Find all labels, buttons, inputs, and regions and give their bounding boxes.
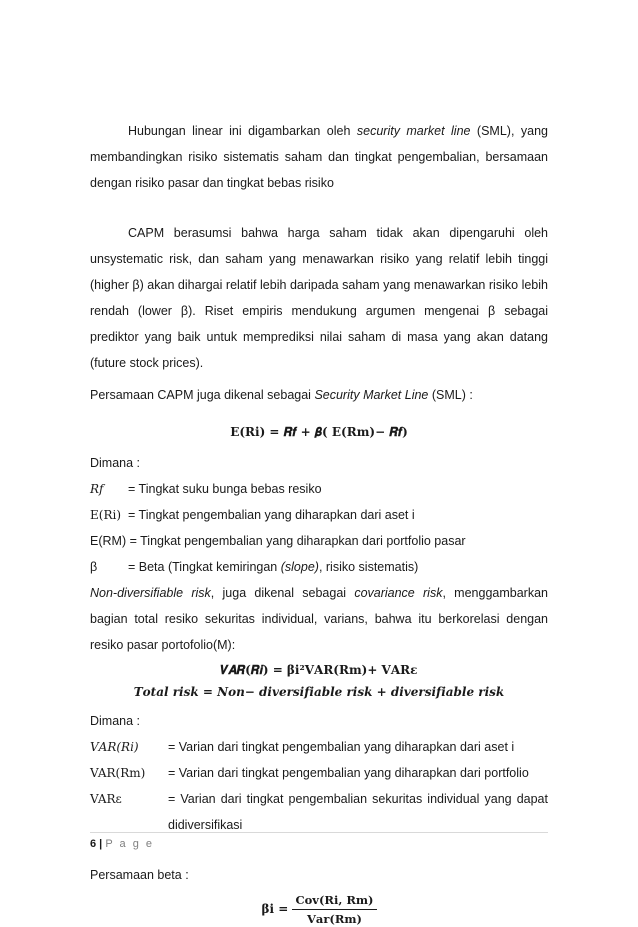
numerator: 𝐂𝐨𝐯(𝐑𝐢, 𝐑𝐦) xyxy=(292,892,376,910)
page-number: 6 xyxy=(90,838,97,850)
definition xyxy=(128,554,548,580)
text: , menggambarkan bagian total resiko sekuritas individual, varians, bahwa itu berkorelasi dengan resiko pasar portofolio(M): xyxy=(90,586,548,652)
definition-erm: E(RM) = Tingkat pengembalian yang diharapkan dari portfolio pasar xyxy=(90,534,466,548)
dimana-heading-1: Dimana : xyxy=(90,456,141,470)
paragraph-capm-sml xyxy=(90,382,548,408)
equation-total-risk: 𝑻𝒐𝒕𝒂𝒍 𝒓𝒊𝒔𝒌 = 𝑵𝒐𝒏− 𝒅𝒊𝒗𝒆𝒓𝒔𝒊𝒇𝒊𝒂𝒃𝒍𝒆 𝒓𝒊𝒔𝒌 + 𝒅𝒊𝒗𝒆𝒓𝒔𝒊𝒇𝒊𝒂𝒃𝒍𝒆 𝒓𝒊𝒔𝒌 xyxy=(133,685,505,699)
denominator: 𝐕𝐚𝐫(𝐑𝐦) xyxy=(306,912,362,926)
page-label: P a g e xyxy=(105,838,154,850)
equation-lhs: 𝛃𝐢 = xyxy=(261,902,289,916)
text: (SML) : xyxy=(428,388,473,402)
text: , risiko sistematis) xyxy=(318,560,419,574)
term-sml: security market line xyxy=(356,124,471,138)
term-slope: (slope) xyxy=(280,560,319,574)
dimana-heading-2: Dimana : xyxy=(90,714,141,728)
text: Persamaan CAPM juga dikenal sebagai xyxy=(90,388,315,402)
definition: = Tingkat pengembalian yang diharapkan dari aset i xyxy=(128,508,415,522)
text: (SML), yang membandingkan risiko sistematis saham dan tingkat pengembalian, bersamaan dengan risiko pasar dan tingkat bebas risiko xyxy=(90,124,548,190)
equation-capm: E(Ri) = 𝑹𝒇 + 𝜷( E(Rm)− 𝑹𝒇) xyxy=(230,425,408,439)
footer-divider xyxy=(90,832,548,833)
symbol: β xyxy=(90,560,98,574)
paragraph-non-diversifiable xyxy=(90,580,548,658)
definition-var-epsilon xyxy=(90,786,548,838)
definition-var-rm xyxy=(90,760,548,786)
document-body xyxy=(90,118,548,927)
text: Hubungan linear ini digambarkan oleh xyxy=(128,124,357,138)
paragraph-sml xyxy=(90,118,548,196)
definition-rf xyxy=(90,476,548,502)
symbol: VARε xyxy=(90,792,122,806)
beta-heading: Persamaan beta : xyxy=(90,868,189,882)
footer-separator: | xyxy=(96,838,106,850)
definition-beta xyxy=(90,554,548,580)
term-covariance-risk: covariance risk xyxy=(354,586,443,600)
paragraph-capm: CAPM berasumsi bahwa harga saham tidak akan dipengaruhi oleh unsystematic risk, dan saham yang menawarkan risiko yang relatif lebih tinggi (higher β) akan dihargai relatif lebih daripada saham yang menawarkan risiko lebih rendah (lower β). Riset empiris mendukung argumen mengenai β sebagai prediktor yang baik untuk memprediksi nilai saham di masa yang akan datang (future stock prices). xyxy=(90,226,548,370)
definition: = Varian dari tingkat pengembalian sekuritas individual yang dapat didiversifikasi xyxy=(168,792,548,832)
symbol: 𝑉𝐴𝑅(𝑅𝑖) xyxy=(90,740,139,754)
page-footer xyxy=(90,838,154,850)
fraction xyxy=(292,892,376,927)
text: , juga dikenal sebagai xyxy=(210,586,355,600)
equation-beta xyxy=(90,892,548,927)
equation-variance: 𝑽𝑨𝑹(𝑹𝒊) = 𝛃𝐢²𝐕𝐀𝐑(𝐑𝐦)+ 𝐕𝐀𝐑ε xyxy=(220,663,418,677)
definition: = Varian dari tingkat pengembalian yang diharapkan dari portfolio xyxy=(168,766,529,780)
definition: = Varian dari tingkat pengembalian yang diharapkan dari aset i xyxy=(168,740,515,754)
text: = Beta (Tingkat kemiringan xyxy=(128,560,281,574)
symbol: VAR(Rm) xyxy=(90,766,146,780)
definition-eri xyxy=(90,502,548,528)
term-non-diversifiable-risk: Non-diversifiable risk xyxy=(90,586,211,600)
definition-var-ri xyxy=(90,734,548,760)
symbol: 𝑅𝑓 xyxy=(90,482,104,496)
term-security-market-line: Security Market Line xyxy=(314,388,429,402)
definition: = Tingkat suku bunga bebas resiko xyxy=(128,482,322,496)
symbol: E(Ri) xyxy=(90,508,121,522)
